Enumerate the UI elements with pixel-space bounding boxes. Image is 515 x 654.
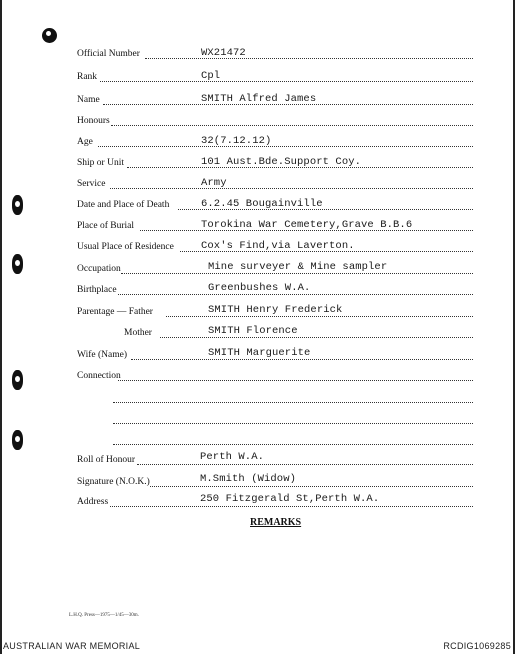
- wife-label: Wife (Name): [77, 350, 127, 360]
- archive-credit: AUSTRALIAN WAR MEMORIAL: [3, 641, 141, 651]
- punch-hole-top: [42, 28, 57, 43]
- occupation-label: Occupation: [77, 264, 121, 274]
- signature-label: Signature (N.O.K.): [77, 477, 150, 487]
- honours-label: Honours: [77, 116, 110, 126]
- field-dots: [137, 464, 473, 465]
- mother-value: SMITH Florence: [208, 325, 298, 337]
- field-dots: [100, 81, 473, 82]
- age-label: Age: [77, 137, 93, 147]
- binder-hole: [12, 195, 23, 215]
- signature-value: M.Smith (Widow): [200, 473, 297, 485]
- field-dots: [150, 486, 473, 487]
- printer-imprint: L.H.Q. Press—1975—1/45—30m.: [69, 613, 139, 618]
- roll-of-honour-label: Roll of Honour: [77, 455, 136, 465]
- occupation-value: Mine surveyer & Mine sampler: [208, 261, 388, 273]
- field-dots: [131, 359, 473, 360]
- field-dots: [121, 273, 473, 274]
- binder-hole: [12, 254, 23, 274]
- father-value: SMITH Henry Frederick: [208, 304, 343, 316]
- address-value: 250 Fitzgerald St,Perth W.A.: [200, 493, 380, 505]
- birthplace-value: Greenbushes W.A.: [208, 282, 311, 294]
- connection-label: Connection: [77, 371, 121, 381]
- binder-hole: [12, 430, 23, 450]
- birthplace-label: Birthplace: [77, 285, 117, 295]
- field-dots: [160, 337, 473, 338]
- address-label: Address: [77, 497, 109, 507]
- field-dots: [111, 125, 473, 126]
- roll-of-honour-value: Perth W.A.: [200, 451, 265, 463]
- rank-label: Rank: [77, 72, 98, 82]
- ship-or-unit-label: Ship or Unit: [77, 158, 124, 168]
- service-value: Army: [201, 177, 227, 189]
- date-place-death-label: Date and Place of Death: [77, 200, 170, 210]
- binder-hole: [12, 370, 23, 390]
- field-dots: [118, 380, 473, 381]
- official-number-value: WX21472: [201, 47, 246, 59]
- left-scan-edge: [0, 0, 2, 654]
- name-value: SMITH Alfred James: [201, 93, 317, 105]
- field-dots: [145, 58, 197, 59]
- connection-extra-line: [113, 423, 473, 424]
- usual-residence-label: Usual Place of Residence: [77, 242, 174, 252]
- rank-value: Cpl: [201, 70, 221, 82]
- service-label: Service: [77, 179, 106, 189]
- field-dots: [118, 294, 473, 295]
- age-value: 32(7.12.12): [201, 135, 272, 147]
- official-number-label: Official Number: [77, 49, 140, 59]
- mother-label: Mother: [124, 328, 152, 338]
- ship-or-unit-value: 101 Aust.Bde.Support Coy.: [201, 156, 362, 168]
- date-place-death-value: 6.2.45 Bougainville: [201, 198, 323, 210]
- connection-extra-line: [113, 402, 473, 403]
- father-label: Parentage — Father: [77, 307, 153, 317]
- connection-extra-line: [113, 444, 473, 445]
- place-of-burial-value: Torokina War Cemetery,Grave B.B.6: [201, 219, 413, 231]
- usual-residence-value: Cox's Find,via Laverton.: [201, 240, 355, 252]
- field-dots: [166, 316, 473, 317]
- field-dots: [98, 146, 473, 147]
- field-dots: [110, 506, 473, 507]
- record-id: RCDIG1069285: [443, 641, 511, 651]
- place-of-burial-label: Place of Burial: [77, 221, 134, 231]
- wife-value: SMITH Marguerite: [208, 347, 311, 359]
- remarks-heading: REMARKS: [250, 517, 302, 528]
- name-label: Name: [77, 95, 100, 105]
- field-dots: [110, 188, 473, 189]
